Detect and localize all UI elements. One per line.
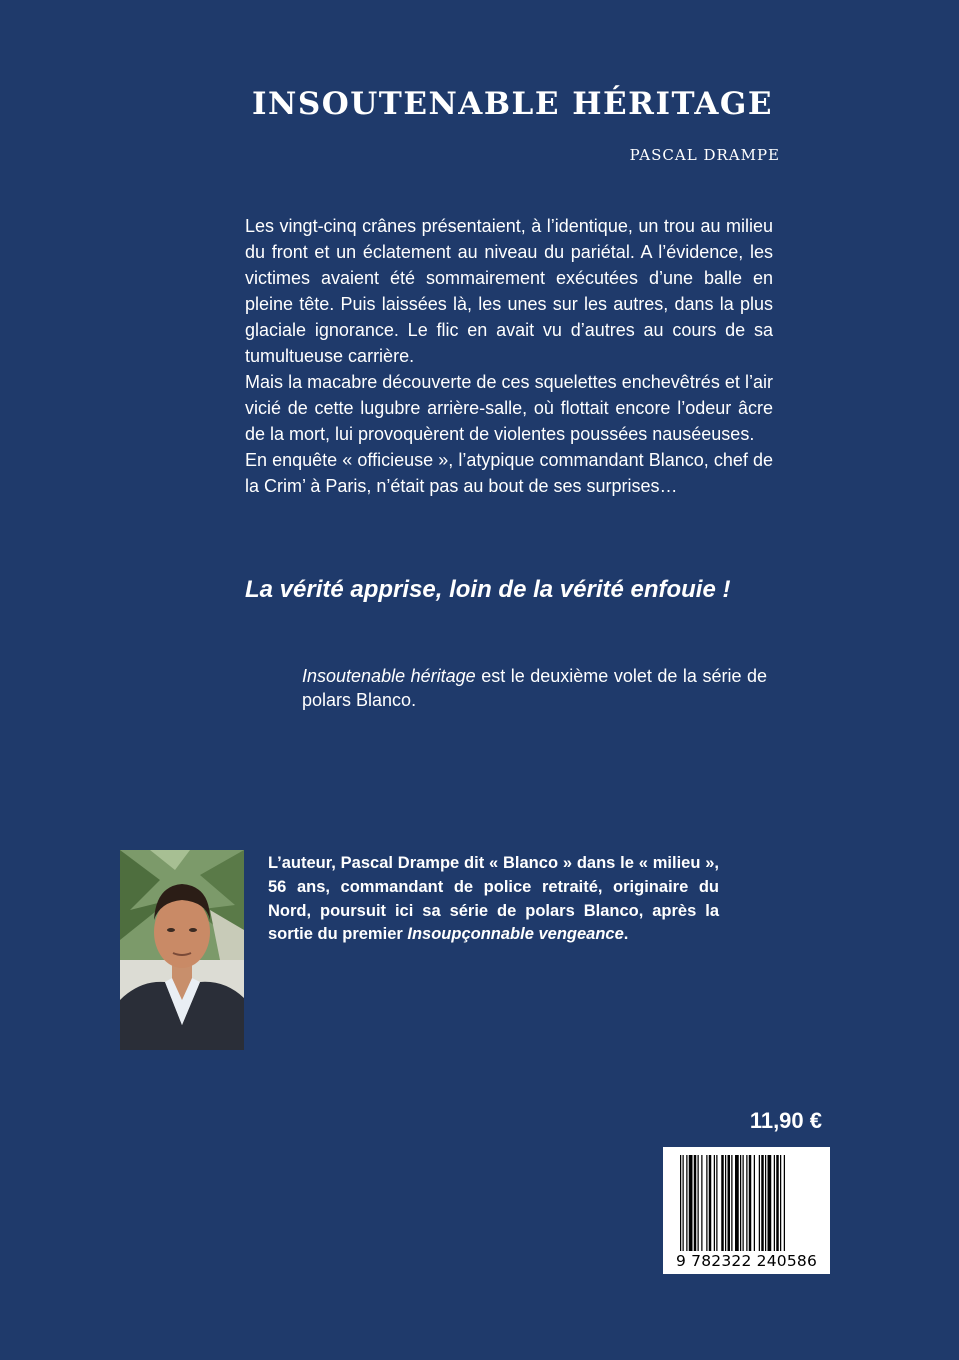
barcode-bar bbox=[759, 1155, 760, 1251]
barcode-bar bbox=[709, 1155, 712, 1251]
isbn-number: 9 782322 240586 bbox=[675, 1252, 818, 1270]
barcode-bar bbox=[694, 1155, 697, 1251]
barcode-bar bbox=[776, 1155, 779, 1251]
barcode-bar bbox=[740, 1155, 741, 1251]
barcode-bar bbox=[780, 1155, 781, 1251]
series-book-title: Insoutenable héritage bbox=[302, 666, 476, 686]
barcode-bar bbox=[784, 1155, 785, 1251]
barcode-bar bbox=[725, 1155, 726, 1251]
series-note-text: est le deuxième volet de la série de polars Blanco. bbox=[302, 666, 768, 710]
barcode-bar bbox=[735, 1155, 739, 1251]
author-bio bbox=[268, 852, 719, 947]
barcode-bar bbox=[680, 1155, 681, 1251]
barcode-bar bbox=[774, 1155, 775, 1251]
barcode-bar bbox=[716, 1155, 717, 1251]
barcode-bar bbox=[754, 1155, 755, 1251]
blurb-paragraph: En enquête « officieuse », l’atypique commandant Blanco, chef de la Crim’ à Paris, n’était pas au bout de ses surprises… bbox=[245, 450, 773, 496]
barcode-bar bbox=[749, 1155, 752, 1251]
barcode-bar bbox=[768, 1155, 772, 1251]
barcode-bar bbox=[686, 1155, 687, 1251]
blurb bbox=[245, 213, 773, 499]
barcode-bar bbox=[743, 1155, 744, 1251]
barcode-bar bbox=[706, 1155, 707, 1251]
blurb-paragraph: Les vingt-cinq crânes présentaient, à l’identique, un trou au milieu du front et un éclatement au niveau du pariétal. A l’évidence, les victimes avaient été sommairement exécutées d’une balle en pleine tête. Puis laissées là, les unes sur les autres, dans la plus glaciale ignorance. Le flic en avait vu d’autres au cours de sa tumultueuse carrière. bbox=[245, 216, 773, 366]
barcode-bar bbox=[746, 1155, 747, 1251]
price: 11,90 € bbox=[749, 1108, 822, 1133]
barcode-bar bbox=[721, 1155, 724, 1251]
barcode-bar bbox=[714, 1155, 715, 1251]
author-bio-text: L’auteur, Pascal Drampe dit « Blanco » dans le « milieu », 56 ans, commandant de police retraité, originaire du Nord, poursuit ici sa série de polars Blanco, après la sortie du premier bbox=[268, 854, 719, 944]
barcode-bar bbox=[701, 1155, 702, 1251]
barcode bbox=[663, 1147, 830, 1274]
barcode-bar bbox=[689, 1155, 693, 1251]
book-title: INSOUTENABLE HÉRITAGE bbox=[252, 86, 773, 122]
author-bio-end: . bbox=[623, 925, 629, 944]
barcode-bar bbox=[683, 1155, 684, 1251]
barcode-bar bbox=[731, 1155, 732, 1251]
author-photo bbox=[120, 850, 244, 1050]
barcode-bar bbox=[698, 1155, 699, 1251]
blurb-paragraph: Mais la macabre découverte de ces squelettes enchevêtrés et l’air vicié de cette lugubre arrière-salle, où flottait encore l’odeur âcre de la mort, lui provoquèrent de violentes poussées nauséeuses. bbox=[245, 372, 773, 444]
barcode-bar bbox=[765, 1155, 766, 1251]
tagline: La vérité apprise, loin de la vérité enfouie ! bbox=[245, 576, 731, 603]
bio-book-title: Insoupçonnable vengeance bbox=[407, 925, 624, 944]
barcode-bar bbox=[761, 1155, 764, 1251]
author-name: PASCAL DRAMPE bbox=[629, 146, 780, 164]
series-note bbox=[302, 664, 767, 712]
barcode-bar bbox=[728, 1155, 731, 1251]
